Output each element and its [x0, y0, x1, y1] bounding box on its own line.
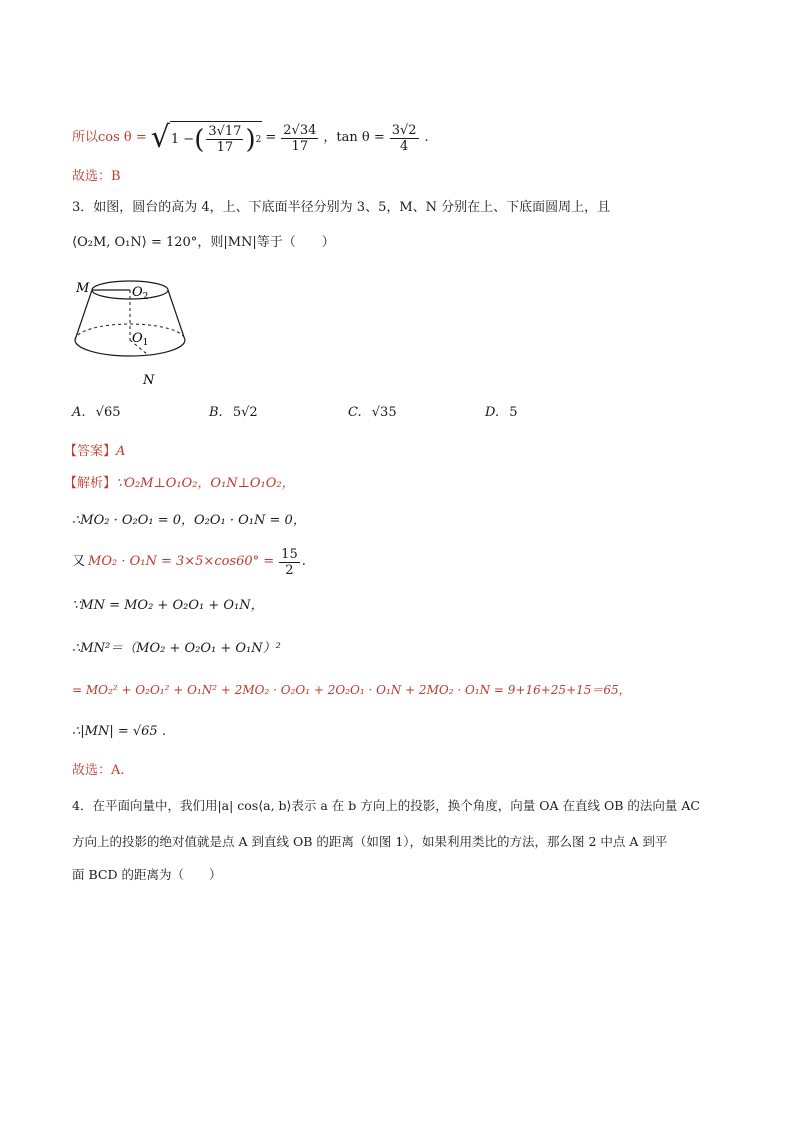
analysis-line-6: [72, 681, 631, 699]
prev-paren-open: (: [194, 124, 205, 155]
analysis-6: = MO₂² + O₂O₁² + O₁N² + 2MO₂ · O₂O₁ + 2O₂O₁ · O₁N + 2MO₂ · O₁N = 9+16+25+15＝65，: [72, 683, 631, 697]
analysis-line-1: [64, 475, 295, 493]
analysis-3-prefix: 又: [72, 554, 86, 569]
option-b: [209, 405, 258, 420]
prev-frac3-den: 4: [399, 138, 409, 154]
analysis-3-frac: [279, 547, 300, 578]
analysis-1: ∵O₂M⊥O₁O₂，O₁N⊥O₁O₂，: [116, 476, 295, 491]
prev-cos: cos θ =: [98, 130, 147, 145]
prev-paren-close: ): [245, 124, 256, 155]
label-O2: [132, 285, 148, 302]
analysis-line-7: ∴|MN| = √65 .: [72, 724, 166, 739]
analysis-label: 【解析】: [64, 476, 117, 491]
option-d-text: 5: [509, 405, 518, 420]
prev-sqrt-head: 1 −: [170, 131, 195, 147]
answer-line: [64, 443, 125, 461]
frustum-figure: [70, 272, 200, 390]
q3-stem-line2: [72, 234, 335, 252]
analysis-3-frac-den: 2: [285, 562, 294, 578]
q3-choice: 故选：A.: [72, 763, 125, 778]
prev-choice: 故选：B: [72, 169, 121, 184]
analysis-line-4: ∵MN = MO₂ + O₂O₁ + O₁N，: [72, 598, 264, 613]
option-b-key: B.: [209, 405, 223, 420]
label-O2-main: O: [132, 285, 143, 300]
analysis-line-3: [72, 544, 306, 580]
option-a: [72, 405, 121, 420]
option-c-text: √35: [371, 405, 397, 420]
option-a-key: A.: [72, 405, 86, 420]
prev-sqrt-body: [170, 121, 262, 155]
option-b-text: 5√2: [232, 405, 258, 420]
prev-exp: 2: [255, 134, 262, 145]
prev-end: .: [424, 130, 429, 145]
prev-frac1: [206, 124, 243, 155]
prev-solution-line: [72, 118, 429, 158]
q4-line-3: 面 BCD 的距离为（ ）: [72, 867, 222, 882]
analysis-3-expr: MO₂ · O₁N = 3×5×cos60° =: [88, 554, 275, 569]
prev-frac2: [281, 123, 318, 154]
q3-stem-tail: ，则|MN|等于（ ）: [197, 235, 335, 250]
label-O2-sub: 2: [142, 292, 149, 302]
prev-frac2-num: 2√34: [283, 122, 317, 138]
q3-stem-line1: 3．如图，圆台的高为 4，上、下底面半径分别为 3、5，M、N 分别在上、下底面圆周上，且: [72, 200, 611, 215]
left-slant: [75, 290, 92, 340]
q4-line-1: 4．在平面向量中，我们用|a| cos⟨a, b⟩表示 a 在 b 方向上的投影，换个角度，向量 OA 在直线 OB 的法向量 AC: [72, 798, 700, 813]
answer-label: 【答案】: [64, 444, 117, 459]
analysis-line-2: ∴MO₂ · O₂O₁ = 0，O₂O₁ · O₁N = 0，: [72, 513, 306, 528]
prev-frac3-num: 3√2: [391, 122, 417, 138]
prev-sqrt-sign: √: [150, 120, 170, 155]
right-slant: [168, 290, 185, 340]
label-O1: [132, 331, 148, 348]
option-d: [485, 405, 518, 420]
option-c-key: C.: [348, 405, 362, 420]
q3-angle-expr: ⟨O₂M, O₁N⟩ = 120°: [72, 235, 198, 250]
option-c: [348, 405, 397, 420]
prev-frac1-den: 17: [216, 140, 234, 155]
prev-frac3: [390, 123, 419, 154]
option-a-text: √65: [95, 405, 121, 420]
option-d-key: D.: [485, 405, 500, 420]
answer-value: A: [116, 444, 126, 459]
analysis-line-5: ∴MN²＝（MO₂ + O₂O₁ + O₁N）²: [72, 641, 281, 656]
prev-prefix: 所以: [72, 130, 99, 145]
bottom-ellipse-front: [75, 340, 185, 356]
analysis-3-end: .: [301, 554, 306, 569]
label-N: N: [143, 373, 155, 388]
prev-eq: =: [265, 130, 277, 145]
analysis-3-frac-num: 15: [281, 546, 298, 562]
prev-frac2-den: 17: [291, 138, 309, 154]
label-M: M: [76, 281, 90, 296]
label-O1-sub: 1: [142, 338, 149, 348]
prev-frac1-num: 3√17: [208, 124, 242, 139]
q4-line-2: 方向上的投影的绝对值就是点 A 到直线 OB 的距离（如图 1），如果利用类比的方法，那么图 2 中点 A 到平: [72, 834, 668, 849]
prev-tan: ，tan θ =: [323, 130, 385, 145]
label-O1-main: O: [132, 331, 143, 346]
